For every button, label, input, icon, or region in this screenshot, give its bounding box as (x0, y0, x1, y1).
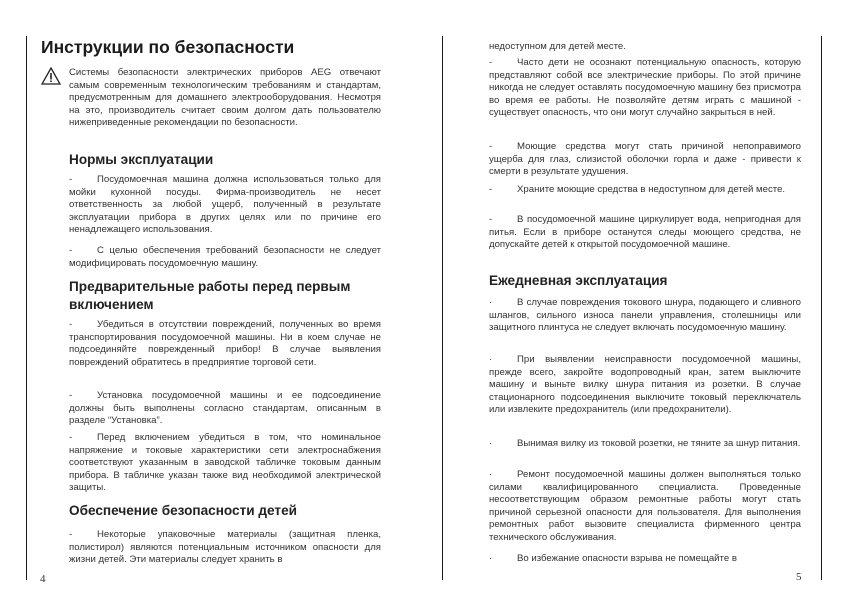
list-item-text: В посудомоечной машине циркулирует вода, непригодная для питья. Если в приборе останутся следы моющего средства, не допускайте детей к открытой посудомоечной машине. (489, 214, 801, 251)
list-bullet: - (489, 57, 493, 68)
list-bullet: - (489, 214, 493, 225)
list-item-text: Моющие средства могут стать причиной непоправимого ущерба для глаз, слизистой оболочки горла и даже - привести к смерти в результате удушения. (489, 141, 801, 178)
list-bullet: - (69, 319, 73, 330)
list-item (489, 141, 801, 179)
list-bullet: - (489, 141, 493, 152)
page-title: Инструкции по безопасности (41, 37, 295, 57)
list-bullet: · (489, 354, 493, 365)
list-item-text: В случае повреждения токового шнура, подающего и сливного шлангов, сильного износа панели управления, столешницы или защитного плинтуса не следует включать посудомоечную машину. (489, 297, 801, 334)
list-item-text: При выявлении неисправности посудомоечной машины, прежде всего, закройте водопроводный кран, затем выключите машину и выньте вилку шнура питания из розетки. В случае стационарного подсоединения выключите токовый переключатель или извлеките предохранитель (или предохранители). (489, 354, 801, 416)
list-item (489, 354, 801, 417)
list-item-text: Убедиться в отсутствии повреждений, полученных во время транспортирования посудомоечной машины. Ни в коем случае не подсоединяйте поврежденный прибор! В случае выявления повреждений обратитесь в предприятие торговой сети. (69, 319, 381, 368)
list-item (69, 529, 381, 567)
list-item-text: Установка посудомоечной машины и ее подсоединение должны быть выполнены согласно стандартам, описанным в разделе “Установка”. (69, 390, 381, 427)
warning-icon (41, 67, 61, 85)
list-bullet: · (489, 438, 493, 449)
list-item (489, 297, 801, 335)
list-item (69, 432, 381, 495)
list-item-text: Посудомоечная машина должна использоваться только для мойки кухонной посуды. Фирма-производитель не несет ответственность за любой ущерб, полученный в результате эксплуатации прибора в других целях или по причине его ненадлежащего использования. (69, 174, 381, 236)
list-item-text: Во избежание опасности взрыва не помещайте в (517, 553, 737, 564)
continuation-text: недоступном для детей месте. (489, 41, 626, 52)
intro-paragraph: Системы безопасности электрических приборов AEG отвечают самым современным технологическим требованиям и стандартам, предусмотренным для домашнего электрооборудования. Несмотря на это, производитель считает своим долгом дать пользователю нижеприведенные рекомендации по безопасности. (69, 67, 381, 129)
right-margin-rule (821, 36, 822, 580)
center-margin-rule (442, 36, 443, 580)
list-bullet: · (489, 469, 493, 480)
section-heading-usage-rules: Нормы эксплуатации (69, 152, 214, 167)
list-item (489, 57, 801, 120)
section-heading-preparation: Предварительные работы перед первым включением (69, 279, 351, 312)
list-item (489, 184, 801, 197)
list-item-text: Перед включением убедиться в том, что номинальное напряжение и токовые характеристики сети электроснабжения соответствуют указанным в заводской табличке токовым данным прибора. В табличке указан также вид необходимой электрической защиты. (69, 432, 381, 494)
page-number: 5 (796, 571, 802, 583)
list-item (489, 438, 801, 451)
list-item (69, 319, 381, 369)
list-bullet: - (69, 529, 73, 540)
list-bullet: - (489, 184, 493, 195)
list-item-text: Некоторые упаковочные материалы (защитная пленка, полистирол) являются потенциальным источником опасности для жизни детей. Эти материалы следует хранить в (69, 529, 381, 566)
list-item (69, 174, 381, 237)
left-margin-rule (26, 36, 27, 580)
list-item-text: Часто дети не осознают потенциальную опасность, которую представляют собой все электрические приборы. По этой причине никогда не следует оставлять посудомоечную машину без присмотра во время ее работы. Не позволяйте детям играть с машиной - существует опасность, что они могут случайно закрыться в ней. (489, 57, 801, 119)
list-bullet: - (69, 245, 73, 256)
page-number: 4 (40, 573, 46, 585)
list-item (69, 390, 381, 428)
list-item (489, 469, 801, 545)
list-item-text: Ремонт посудомоечной машины должен выполняться только силами квалифицированного специалиста. Проведенные несоответствующим образом ремонтные работы могут стать причиной серьезной опасности для пользователя. Для выполнения ремонтных работ вызовите специалиста фирменного центра технического обслуживания. (489, 469, 801, 543)
list-bullet: · (489, 297, 493, 308)
list-item-text: С целью обеспечения требований безопасности не следует модифицировать посудомоечную машину. (69, 245, 381, 269)
section-heading-daily-use: Ежедневная эксплуатация (489, 273, 668, 288)
list-item-text: Храните моющие средства в недоступном для детей месте. (517, 184, 786, 195)
list-bullet: - (69, 432, 73, 443)
list-item (489, 214, 801, 252)
list-item (489, 553, 801, 566)
list-bullet: - (69, 174, 73, 185)
list-bullet: · (489, 553, 493, 564)
list-item-text: Вынимая вилку из токовой розетки, не тяните за шнур питания. (517, 438, 801, 449)
list-item (69, 245, 381, 270)
list-bullet: - (69, 390, 73, 401)
section-heading-child-safety: Обеспечение безопасности детей (69, 503, 297, 518)
